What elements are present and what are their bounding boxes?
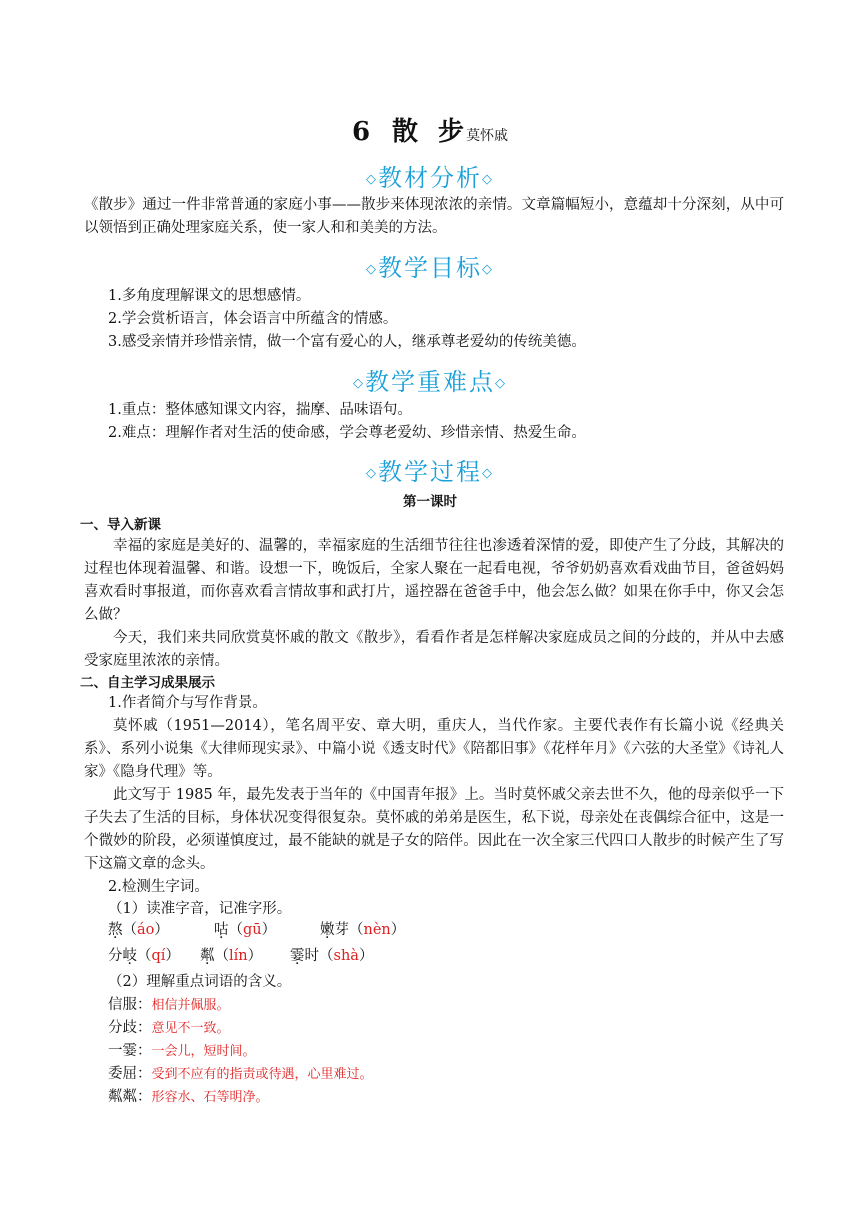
vocab-pinyin: áo bbox=[137, 922, 155, 938]
diamond-icon: ◇ bbox=[495, 376, 507, 391]
part2-paragraph-1: 莫怀戚（1951—2014），笔名周平安、章大明，重庆人，当代作家。主要代表作有长篇小说《经典关系》、系列小说集《大律师现实录》、中篇小说《透支时代》《陪都旧事》《花样年月》《六弦的大圣堂》《诗礼人家》《隐身代理》等。 bbox=[84, 718, 784, 780]
vocab-pinyin: gū bbox=[243, 922, 262, 938]
goal-item: 1.多角度理解课文的思想感情。 bbox=[108, 288, 311, 304]
vocab-suffix: 芽 bbox=[334, 922, 349, 938]
lesson-number: 6 bbox=[351, 117, 373, 147]
vocab-char: 咕 bbox=[214, 922, 229, 938]
section-heading-analysis bbox=[0, 158, 860, 193]
term-word: 分歧： bbox=[108, 1020, 152, 1036]
part1-heading: 一、导入新课 bbox=[80, 517, 161, 533]
diamond-icon: ◇ bbox=[366, 466, 378, 481]
part2-item-2: 2.检测生字词。 bbox=[108, 879, 209, 895]
goal-item: 2.学会赏析语言，体会语言中所蕴含的情感。 bbox=[108, 311, 398, 327]
vocab-pinyin: lín bbox=[229, 948, 248, 964]
keypoint-item: 1.重点：整体感知课文内容，揣摩、品味语句。 bbox=[108, 402, 412, 418]
term-definition: 意见不一致。 bbox=[151, 1021, 230, 1036]
title-main bbox=[352, 117, 466, 147]
lesson-period: 第一课时 bbox=[403, 494, 457, 510]
term-word: 一霎： bbox=[108, 1043, 152, 1059]
vocab-suffix: 时 bbox=[304, 948, 319, 964]
diamond-icon: ◇ bbox=[353, 376, 365, 391]
vocab-pinyin: nèn bbox=[363, 922, 391, 938]
term-word: 粼粼： bbox=[108, 1089, 152, 1105]
section-heading-keypoints bbox=[0, 362, 860, 397]
section-heading-process bbox=[0, 452, 860, 487]
term-row bbox=[108, 994, 230, 1017]
section-analysis-label: 教材分析 bbox=[378, 164, 482, 192]
term-row bbox=[108, 1086, 269, 1109]
vocab-item: 熬（áo） bbox=[108, 922, 169, 938]
vocab-char: 粼 bbox=[200, 948, 215, 964]
vocab-char: 岐 bbox=[122, 948, 137, 964]
term-row bbox=[108, 1063, 373, 1086]
title-author: 莫怀戚 bbox=[466, 128, 509, 144]
vocab-pinyin: shà bbox=[333, 948, 359, 964]
term-definition: 形容水、石等明净。 bbox=[151, 1090, 269, 1105]
vocab-prefix: 分 bbox=[108, 948, 123, 964]
vocab-char: 霎 bbox=[290, 948, 305, 964]
section-keypoints-label: 教学重难点 bbox=[365, 368, 495, 396]
diamond-icon: ◇ bbox=[366, 172, 378, 187]
diamond-icon: ◇ bbox=[482, 172, 494, 187]
part1-paragraph-2: 今天，我们来共同欣赏莫怀戚的散文《散步》，看看作者是怎样解决家庭成员之间的分歧的，并从中去感受家庭里浓浓的亲情。 bbox=[84, 630, 784, 669]
goal-item: 3.感受亲情并珍惜亲情，做一个富有爱心的人，继承尊老爱幼的传统美德。 bbox=[108, 334, 586, 350]
keypoint-item: 2.难点：理解作者对生活的使命感，学会尊老爱幼、珍惜亲情、热爱生命。 bbox=[108, 425, 586, 441]
section-process-label: 教学过程 bbox=[378, 458, 482, 486]
part1-paragraph-1: 幸福的家庭是美好的、温馨的，幸福家庭的生活细节往往也渗透着深情的爱，即使产生了分歧，其解决的过程也体现着温馨、和谐。设想一下，晚饭后，全家人聚在一起看电视，爷爷奶奶喜欢看戏曲节目，爸爸妈妈喜欢看时事报道，而你喜欢看言情故事和武打片，遥控器在爸爸手中，他会怎么做？如果在你手中，你又会怎么做？ bbox=[84, 538, 784, 623]
diamond-icon: ◇ bbox=[482, 466, 494, 481]
term-row bbox=[108, 1040, 256, 1063]
term-definition: 相信并佩服。 bbox=[151, 998, 230, 1013]
vocab-pinyin: qí bbox=[151, 948, 166, 964]
diamond-icon: ◇ bbox=[366, 262, 378, 277]
vocab-item: 霎时（shà） bbox=[290, 948, 374, 964]
part2-sub-1: （1）读准字音，记准字形。 bbox=[108, 901, 292, 917]
vocab-item: 咕（gū） bbox=[214, 922, 277, 938]
part2-item-1: 1.作者简介与写作背景。 bbox=[108, 695, 267, 711]
section-goals-label: 教学目标 bbox=[378, 254, 482, 282]
part2-sub-2: （2）理解重点词语的含义。 bbox=[108, 974, 292, 990]
part2-paragraph-2: 此文写于 1985 年，最先发表于当年的《中国青年报》上。当时莫怀戚父亲去世不久，他的母亲似乎一下子失去了生活的目标，身体状况变得很复杂。莫怀戚的弟弟是医生，私下说，母亲处在丧偶综合征中，这是一个微妙的阶段，必须谨慎度过，最不能缺的就是子女的陪伴。因此在一次全家三代四口人散步的时候产生了写下这篇文章的念头。 bbox=[84, 787, 784, 872]
title-word-1: 散 bbox=[392, 117, 421, 147]
vocab-item: 粼（lín） bbox=[200, 948, 263, 964]
title-word-2: 步 bbox=[438, 117, 467, 147]
term-row bbox=[108, 1017, 230, 1040]
term-word: 委屈： bbox=[108, 1066, 152, 1082]
section-heading-goals bbox=[0, 248, 860, 283]
term-definition: 一会儿，短时间。 bbox=[151, 1044, 256, 1059]
part2-heading: 二、自主学习成果展示 bbox=[80, 675, 215, 691]
lesson-title bbox=[0, 111, 860, 148]
term-definition: 受到不应有的指责或待遇，心里难过。 bbox=[151, 1067, 373, 1082]
vocab-item: 嫩芽（nèn） bbox=[320, 922, 406, 938]
vocab-item: 分岐（qí） bbox=[108, 948, 180, 964]
vocab-char: 熬 bbox=[108, 922, 123, 938]
vocab-char: 嫩 bbox=[320, 922, 335, 938]
term-word: 信服： bbox=[108, 997, 152, 1013]
diamond-icon: ◇ bbox=[482, 262, 494, 277]
analysis-paragraph: 《散步》通过一件非常普通的家庭小事——散步来体现浓浓的亲情。文章篇幅短小，意蕴却十分深刻，从中可以领悟到正确处理家庭关系，使一家人和和美美的方法。 bbox=[84, 197, 784, 236]
